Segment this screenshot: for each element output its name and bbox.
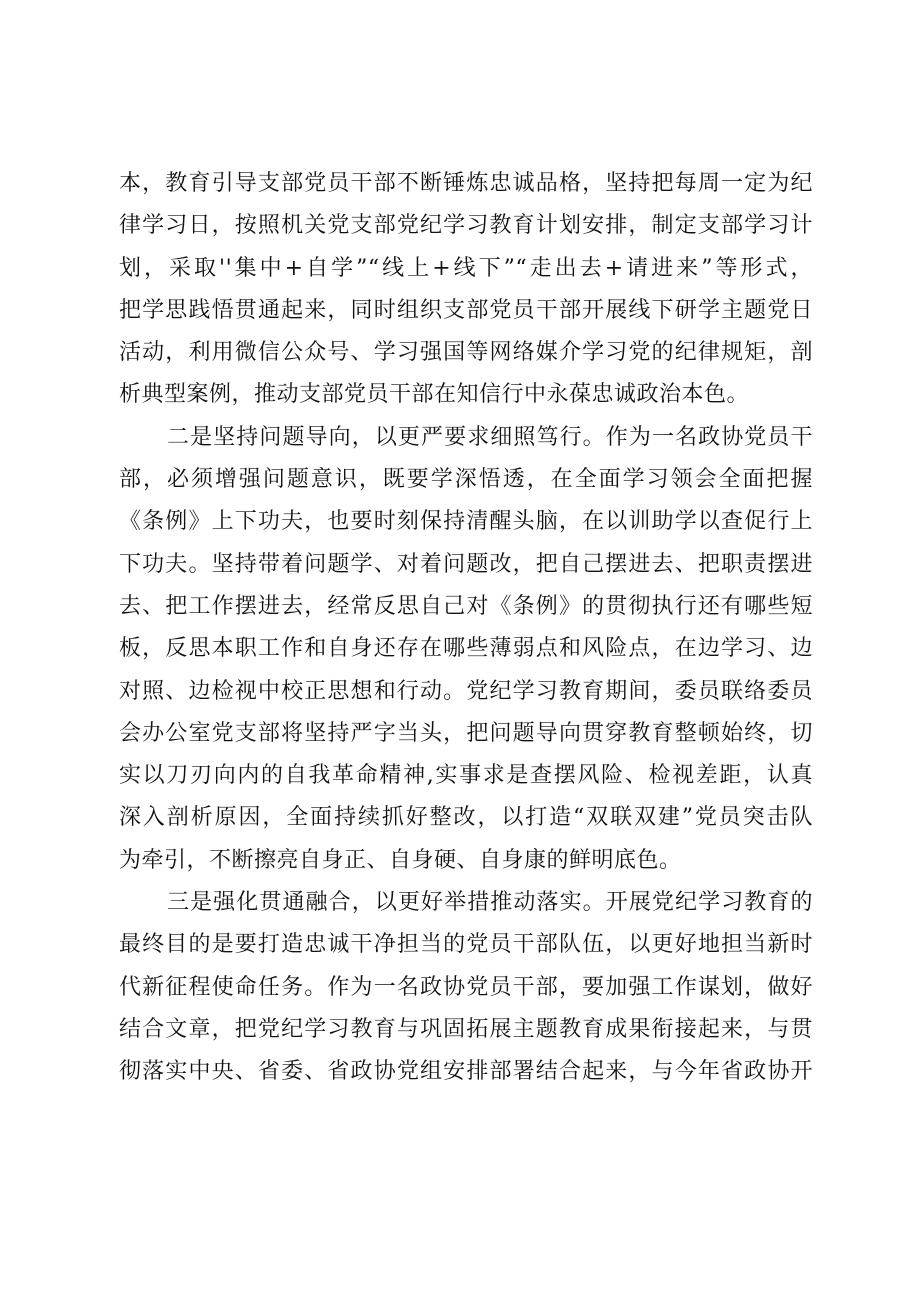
paragraph-2-line-3: 《条例》上下功夫，也要时刻保持清醒头脑，在以训助学以查促行上	[119, 509, 813, 535]
paragraph-2-line-11: 为牵引，不断擦亮自身正、自身硬、自身康的鲜明底色。	[119, 847, 682, 873]
document-body	[119, 163, 813, 1094]
paragraph-2-line-9: 实以刀刃向内的自我革命精神,实事求是查摆风险、检视差距，认真	[119, 763, 813, 789]
paragraph-3-line-1: 三是强化贯通融合，以更好举措推动落实。开展党纪学习教育的	[167, 890, 813, 916]
paragraph-2-line-2: 部，必须增强问题意识，既要学深悟透，在全面学习领会全面把握	[119, 467, 813, 493]
paragraph-1-line-5: 活动，利用微信公众号、学习强国等网络媒介学习党的纪律规矩，剖	[119, 340, 813, 366]
paragraph-2-line-5: 去、把工作摆进去，经常反思自己对《条例》的贯彻执行还有哪些短	[119, 593, 813, 619]
paragraph-1-line-2: 律学习日，按照机关党支部党纪学习教育计划安排，制定支部学习计	[119, 213, 813, 239]
paragraph-2-line-4: 下功夫。坚持带着问题学、对着问题改，把自己摆进去、把职责摆进	[119, 551, 813, 577]
paragraph-3-line-3: 代新征程使命任务。作为一名政协党员干部，要加强工作谋划，做好	[119, 974, 813, 1000]
paragraph-1-line-1: 本，教育引导支部党员干部不断锤炼忠诚品格，坚持把每周一定为纪	[119, 171, 813, 196]
paragraph-3-line-2: 最终目的是要打造忠诚干净担当的党员干部队伍，以更好地担当新时	[119, 932, 813, 958]
paragraph-3-line-5: 彻落实中央、省委、省政协党组安排部署结合起来，与今年省政协开	[119, 1059, 813, 1085]
paragraph-1-line-4: 把学思践悟贯通起来，同时组织支部党员干部开展线下研学主题党日	[119, 297, 813, 323]
paragraph-1-line-3: 划，采取''集中+自学”“线上+线下”“走出去+请进来”等形式，	[119, 255, 813, 281]
paragraph-2-line-6: 板，反思本职工作和自身还存在哪些薄弱点和风险点，在边学习、边	[119, 636, 813, 662]
paragraph-2-line-8: 会办公室党支部将坚持严字当头，把问题导向贯穿教育整顿始终，切	[119, 720, 813, 746]
paragraph-2-line-10: 深入剖析原因，全面持续抓好整改，以打造“双联双建”党员突击队	[119, 805, 813, 831]
paragraph-2-line-7: 对照、边检视中校正思想和行动。党纪学习教育期间，委员联络委员	[119, 678, 813, 704]
paragraph-2-line-1: 二是坚持问题导向，以更严要求细照笃行。作为一名政协党员干	[167, 424, 813, 450]
paragraph-3-line-4: 结合文章，把党纪学习教育与巩固拓展主题教育成果衔接起来，与贯	[119, 1016, 813, 1042]
paragraph-1-line-6: 析典型案例，推动支部党员干部在知信行中永葆忠诚政治本色。	[119, 382, 750, 408]
